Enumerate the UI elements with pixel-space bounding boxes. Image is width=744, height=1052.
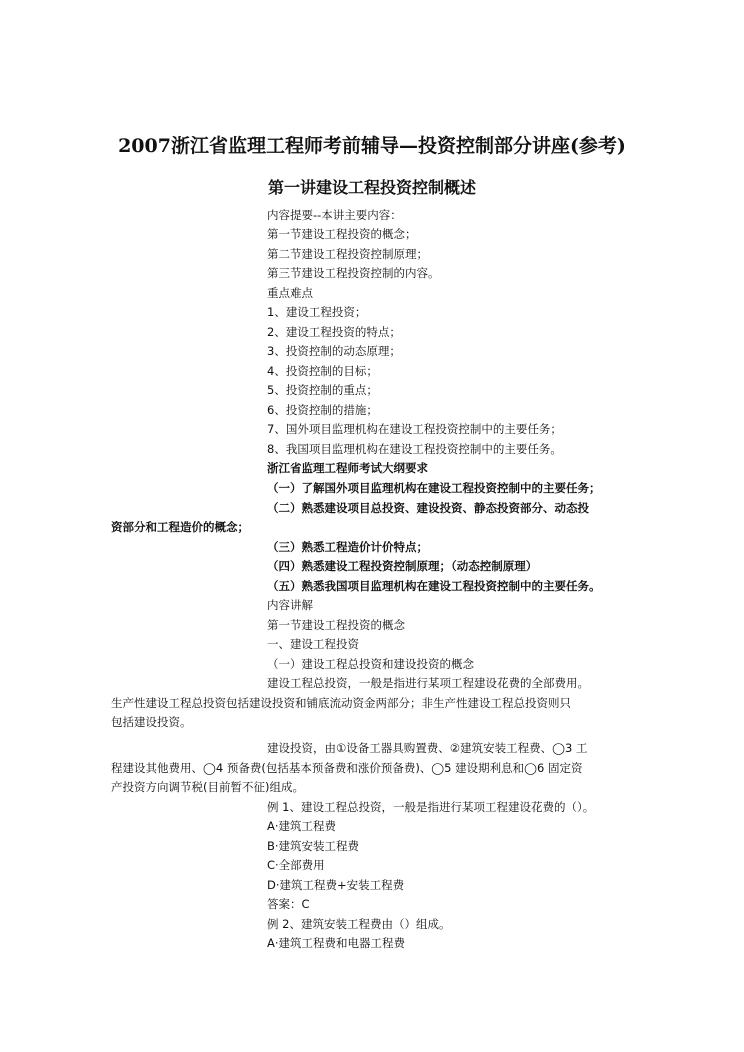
syllabus-item: （五）熟悉我国项目监理机构在建设工程投资控制中的主要任务。 (267, 579, 601, 593)
syllabus-item: （三）熟悉工程造价计价特点； (267, 540, 428, 554)
syllabus-item: （二）熟悉建设项目总投资、建设投资、静态投资部分、动态投 (267, 501, 589, 515)
example-answer: 答案：C (267, 897, 310, 911)
example-option: A·建筑工程费和电器工程费 (267, 936, 406, 950)
paragraph-line: 包括建设投资。 (111, 715, 192, 729)
paragraph-line: 生产性建设工程总投资包括建设投资和铺底流动资金两部分；非生产性建设工程总投资则只 (111, 696, 571, 710)
paragraph-line: 建设投资，由①设备工器具购置费、②建筑安装工程费、◯3 工 (267, 741, 588, 755)
paragraph-line: 建设工程总投资，一般是指进行某项工程建设花费的全部费用。 (267, 676, 589, 690)
example-question: 例 1、建设工程总投资，一般是指进行某项工程建设花费的（）。 (267, 800, 595, 814)
paragraph-line: 产投资方向调节税(目前暂不征)组成。 (111, 780, 304, 794)
syllabus-item-continued: 资部分和工程造价的概念； (111, 520, 249, 534)
key-point: 8、我国项目监理机构在建设工程投资控制中的主要任务。 (267, 442, 562, 456)
key-points-heading: 重点难点 (267, 286, 313, 300)
example-option: C·全部费用 (267, 858, 325, 872)
section-heading: 第一节建设工程投资的概念 (267, 618, 405, 632)
example-question: 例 2、建筑安装工程费由（）组成。 (267, 917, 451, 931)
key-point: 2、建设工程投资的特点； (267, 325, 401, 339)
example-option: D·建筑工程费+安装工程费 (267, 878, 405, 892)
key-point: 6、投资控制的措施； (267, 403, 378, 417)
key-point: 1、建设工程投资； (267, 305, 367, 319)
example-option: B·建筑安装工程费 (267, 839, 360, 853)
syllabus-heading: 浙江省监理工程师考试大纲要求 (267, 461, 428, 475)
syllabus-item: （一）了解国外项目监理机构在建设工程投资控制中的主要任务； (267, 481, 601, 495)
key-point: 3、投资控制的动态原理； (267, 344, 401, 358)
syllabus-item: （四）熟悉建设工程投资控制原理；（动态控制原理） (267, 559, 538, 573)
outline-intro: 内容提要--本讲主要内容： (267, 208, 402, 222)
lecture-heading: 内容讲解 (267, 598, 313, 612)
outline-section: 第三节建设工程投资控制的内容。 (267, 266, 440, 280)
example-option: A·建筑工程费 (267, 819, 337, 833)
paragraph-line: 程建设其他费用、◯4 预备费(包括基本预备费和涨价预备费)、◯5 建设期利息和◯6 固定资 (111, 761, 583, 775)
document-title: 2007浙江省监理工程师考前辅导—投资控制部分讲座(参考) (118, 135, 626, 157)
key-point: 4、投资控制的目标； (267, 364, 378, 378)
outline-section: 第一节建设工程投资的概念； (267, 227, 417, 241)
key-point: 7、国外项目监理机构在建设工程投资控制中的主要任务； (267, 422, 562, 436)
subsection-heading: （一）建设工程总投资和建设投资的概念 (267, 657, 474, 671)
lecture-title: 第一讲建设工程投资控制概述 (267, 178, 476, 197)
key-point: 5、投资控制的重点； (267, 383, 378, 397)
outline-section: 第二节建设工程投资控制原理； (267, 247, 428, 261)
subsection-heading: 一、建设工程投资 (267, 637, 359, 651)
